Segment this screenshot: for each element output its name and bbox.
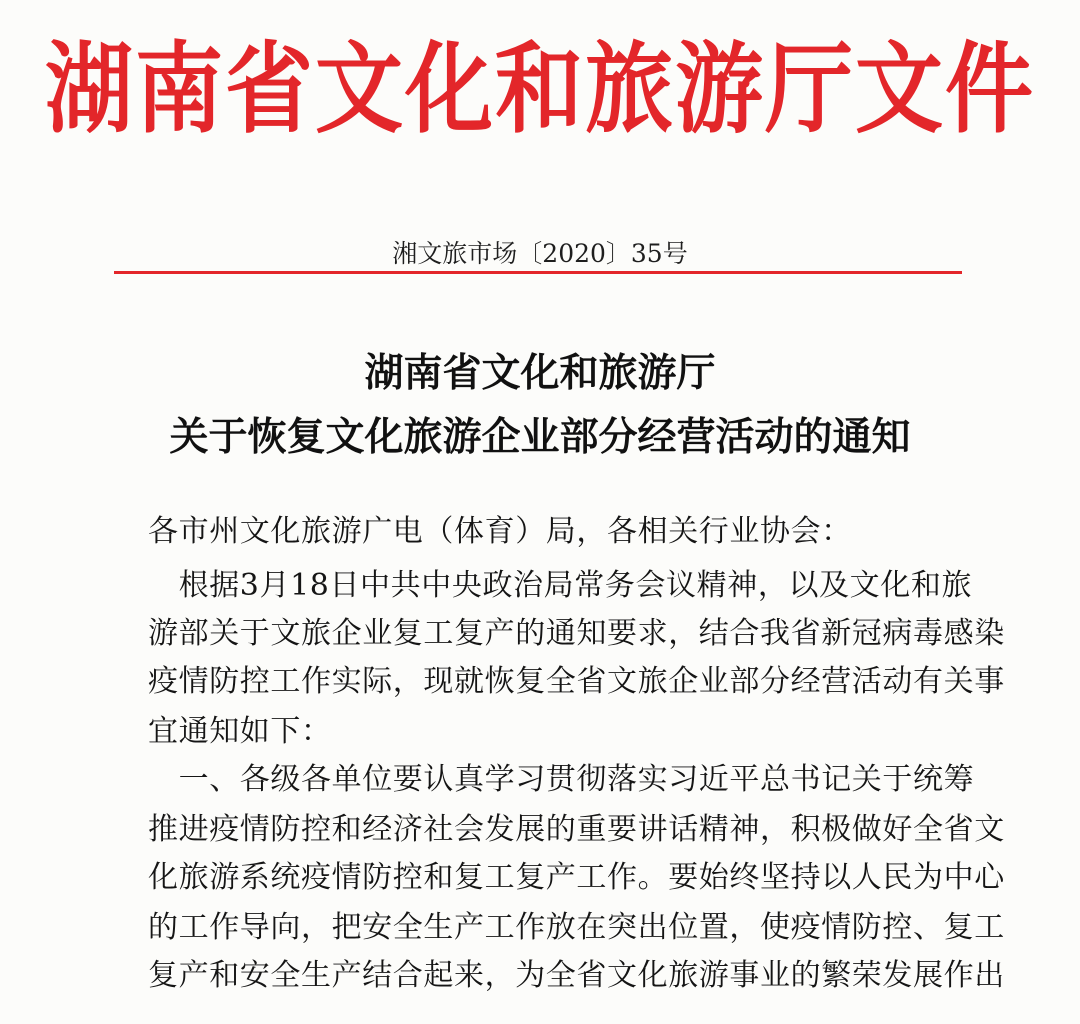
- body-line: 化旅游系统疫情防控和复工复产工作。要始终坚持以人民为中心: [148, 860, 1005, 895]
- red-separator-line: [114, 271, 962, 274]
- body-line: 宜通知如下：: [148, 714, 332, 749]
- body-line-addressee: 各市州文化旅游广电（体育）局，各相关行业协会：: [148, 514, 852, 549]
- notice-title-line-2: 关于恢复文化旅游企业部分经营活动的通知: [169, 414, 911, 460]
- body-line: 的工作导向，把安全生产工作放在突出位置，使疫情防控、复工: [148, 910, 1005, 945]
- issuing-authority-header: 湖南省文化和旅游厅文件: [44, 30, 1035, 147]
- body-line: 游部关于文旅企业复工复产的通知要求，结合我省新冠病毒感染: [148, 616, 1005, 651]
- document-number: 湘文旅市场〔2020〕35号: [392, 239, 688, 268]
- body-line: 疫情防控工作实际，现就恢复全省文旅企业部分经营活动有关事: [148, 664, 1005, 699]
- body-line: 推进疫情防控和经济社会发展的重要讲话精神，积极做好全省文: [148, 812, 1005, 847]
- body-line: 复产和安全生产结合起来，为全省文化旅游事业的繁荣发展作出: [148, 958, 1005, 993]
- body-line: 一、各级各单位要认真学习贯彻落实习近平总书记关于统筹: [148, 762, 975, 797]
- notice-title-line-1: 湖南省文化和旅游厅: [364, 350, 716, 396]
- body-line: 根据3月18日中共中央政治局常务会议精神，以及文化和旅: [148, 568, 973, 603]
